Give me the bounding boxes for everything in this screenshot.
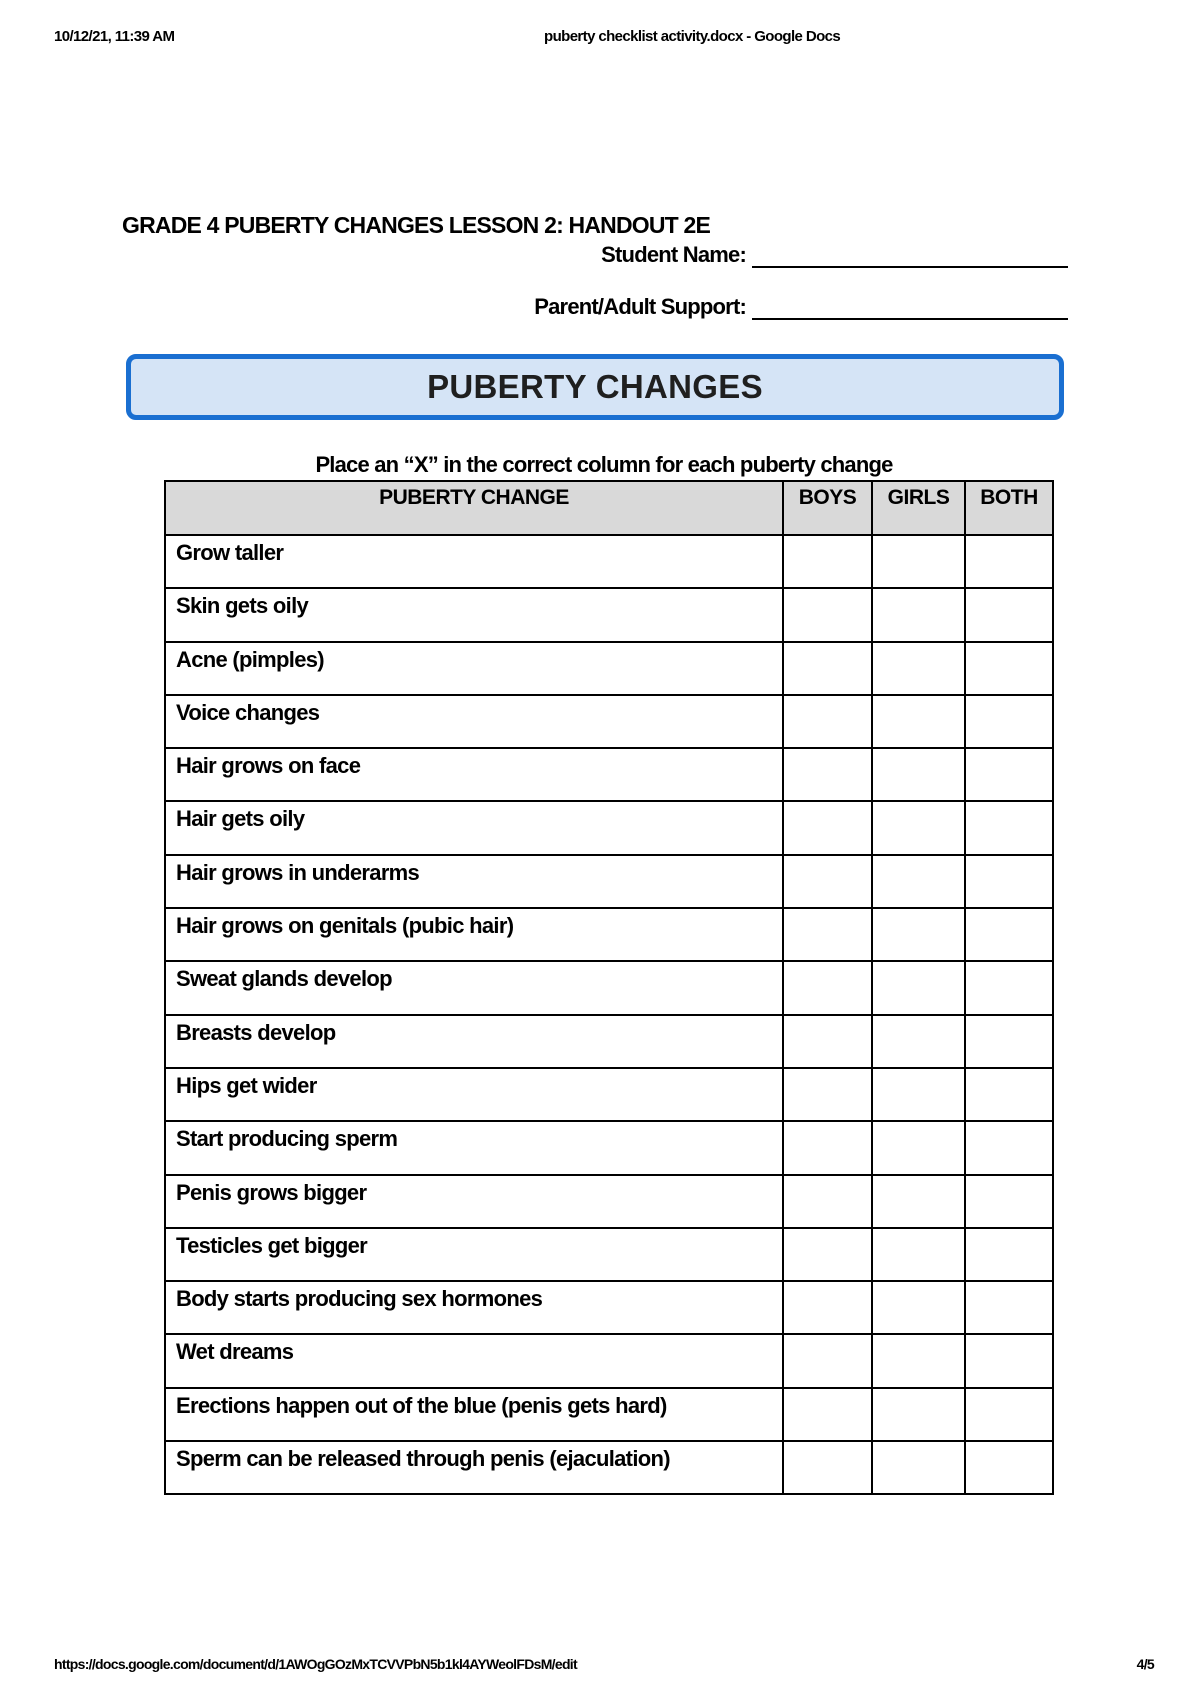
checkbox-cell-girls[interactable]: [872, 588, 965, 641]
table-row: [165, 1281, 1053, 1334]
checkbox-cell-girls[interactable]: [872, 1441, 965, 1494]
table-row: [165, 588, 1053, 641]
checkbox-cell-boys[interactable]: [783, 642, 872, 695]
table-row: [165, 961, 1053, 1014]
puberty-change-label: Wet dreams: [165, 1334, 783, 1387]
checkbox-cell-boys[interactable]: [783, 1388, 872, 1441]
checkbox-cell-both[interactable]: [965, 908, 1053, 961]
checkbox-cell-girls[interactable]: [872, 1334, 965, 1387]
checkbox-cell-both[interactable]: [965, 588, 1053, 641]
table-row: [165, 535, 1053, 588]
checkbox-cell-both[interactable]: [965, 961, 1053, 1014]
table-row: [165, 1175, 1053, 1228]
checkbox-cell-both[interactable]: [965, 855, 1053, 908]
table-row: [165, 1068, 1053, 1121]
checkbox-cell-both[interactable]: [965, 1228, 1053, 1281]
checkbox-cell-girls[interactable]: [872, 1388, 965, 1441]
table-row: [165, 1121, 1053, 1174]
checkbox-cell-boys[interactable]: [783, 1441, 872, 1494]
checkbox-cell-girls[interactable]: [872, 1228, 965, 1281]
student-name-line[interactable]: [752, 244, 1068, 268]
header-both: BOTH: [965, 481, 1053, 535]
table-row: [165, 1334, 1053, 1387]
header-boys: BOYS: [783, 481, 872, 535]
table-row: [165, 1441, 1053, 1494]
checkbox-cell-both[interactable]: [965, 1334, 1053, 1387]
table-row: [165, 695, 1053, 748]
checkbox-cell-boys[interactable]: [783, 535, 872, 588]
checkbox-cell-both[interactable]: [965, 1015, 1053, 1068]
parent-support-line[interactable]: [752, 296, 1068, 320]
puberty-change-label: Hips get wider: [165, 1068, 783, 1121]
checkbox-cell-girls[interactable]: [872, 1281, 965, 1334]
checkbox-cell-both[interactable]: [965, 535, 1053, 588]
print-page-number: 4/5: [1136, 1656, 1154, 1672]
checkbox-cell-both[interactable]: [965, 1441, 1053, 1494]
print-url: https://docs.google.com/document/d/1AWOgGOzMxTCVVPbN5b1kl4AYWeolFDsM/edit: [54, 1656, 577, 1672]
checkbox-cell-boys[interactable]: [783, 855, 872, 908]
print-footer: [54, 1656, 1154, 1676]
checkbox-cell-girls[interactable]: [872, 642, 965, 695]
checkbox-cell-boys[interactable]: [783, 588, 872, 641]
puberty-change-label: Breasts develop: [165, 1015, 783, 1068]
table-row: [165, 801, 1053, 854]
checkbox-cell-girls[interactable]: [872, 801, 965, 854]
puberty-change-label: Hair grows on genitals (pubic hair): [165, 908, 783, 961]
checkbox-cell-boys[interactable]: [783, 908, 872, 961]
table-row: [165, 642, 1053, 695]
checkbox-cell-both[interactable]: [965, 1121, 1053, 1174]
checkbox-cell-both[interactable]: [965, 1068, 1053, 1121]
checkbox-cell-boys[interactable]: [783, 1121, 872, 1174]
checkbox-cell-both[interactable]: [965, 1281, 1053, 1334]
checkbox-cell-girls[interactable]: [872, 908, 965, 961]
puberty-change-label: Body starts producing sex hormones: [165, 1281, 783, 1334]
header-girls: GIRLS: [872, 481, 965, 535]
checkbox-cell-both[interactable]: [965, 642, 1053, 695]
puberty-change-label: Grow taller: [165, 535, 783, 588]
puberty-change-label: Voice changes: [165, 695, 783, 748]
checkbox-cell-boys[interactable]: [783, 1228, 872, 1281]
checkbox-cell-boys[interactable]: [783, 801, 872, 854]
checkbox-cell-girls[interactable]: [872, 1068, 965, 1121]
checkbox-cell-girls[interactable]: [872, 748, 965, 801]
table-header-row: [165, 481, 1053, 535]
print-timestamp: 10/12/21, 11:39 AM: [54, 28, 175, 45]
puberty-change-label: Hair grows on face: [165, 748, 783, 801]
checkbox-cell-girls[interactable]: [872, 695, 965, 748]
checkbox-cell-boys[interactable]: [783, 1175, 872, 1228]
checkbox-cell-both[interactable]: [965, 695, 1053, 748]
parent-support-label: Parent/Adult Support:: [534, 294, 746, 319]
table-row: [165, 908, 1053, 961]
student-name-label: Student Name:: [601, 242, 746, 267]
puberty-change-label: Skin gets oily: [165, 588, 783, 641]
table-row: [165, 855, 1053, 908]
checkbox-cell-boys[interactable]: [783, 1015, 872, 1068]
instruction-label: Place an “X” in the correct column for each puberty change: [315, 452, 893, 477]
checkbox-cell-both[interactable]: [965, 801, 1053, 854]
checkbox-cell-girls[interactable]: [872, 1121, 965, 1174]
lesson-title: GRADE 4 PUBERTY CHANGES LESSON 2: HANDOUT 2E: [122, 212, 711, 238]
checkbox-cell-boys[interactable]: [783, 1068, 872, 1121]
puberty-change-label: Acne (pimples): [165, 642, 783, 695]
checkbox-cell-girls[interactable]: [872, 535, 965, 588]
instruction-text: [0, 452, 1200, 478]
header-puberty-change: PUBERTY CHANGE: [165, 481, 783, 535]
table-row: [165, 748, 1053, 801]
print-header: [54, 28, 1146, 48]
checkbox-cell-both[interactable]: [965, 748, 1053, 801]
table-row: [165, 1388, 1053, 1441]
banner-title: PUBERTY CHANGES: [126, 354, 1064, 420]
table-body: [165, 535, 1053, 1494]
puberty-change-label: Start producing sperm: [165, 1121, 783, 1174]
table-row: [165, 1228, 1053, 1281]
puberty-change-label: Testicles get bigger: [165, 1228, 783, 1281]
checkbox-cell-both[interactable]: [965, 1388, 1053, 1441]
puberty-change-label: Sweat glands develop: [165, 961, 783, 1014]
puberty-change-label: Sperm can be released through penis (ejaculation): [165, 1441, 783, 1494]
checkbox-cell-boys[interactable]: [783, 1334, 872, 1387]
checkbox-cell-girls[interactable]: [872, 1175, 965, 1228]
checkbox-cell-boys[interactable]: [783, 1281, 872, 1334]
print-doc-title: puberty checklist activity.docx - Google Docs: [544, 28, 841, 45]
table-row: [165, 1015, 1053, 1068]
checkbox-cell-girls[interactable]: [872, 961, 965, 1014]
checkbox-cell-boys[interactable]: [783, 695, 872, 748]
checkbox-cell-boys[interactable]: [783, 748, 872, 801]
checkbox-cell-girls[interactable]: [872, 1015, 965, 1068]
checkbox-cell-boys[interactable]: [783, 961, 872, 1014]
checkbox-cell-both[interactable]: [965, 1175, 1053, 1228]
puberty-change-label: Penis grows bigger: [165, 1175, 783, 1228]
puberty-checklist-table: [164, 480, 1054, 1495]
checkbox-cell-girls[interactable]: [872, 855, 965, 908]
student-name-field: [601, 242, 1068, 268]
puberty-change-label: Erections happen out of the blue (penis gets hard): [165, 1388, 783, 1441]
parent-support-field: [534, 294, 1068, 320]
puberty-change-label: Hair gets oily: [165, 801, 783, 854]
puberty-change-label: Hair grows in underarms: [165, 855, 783, 908]
